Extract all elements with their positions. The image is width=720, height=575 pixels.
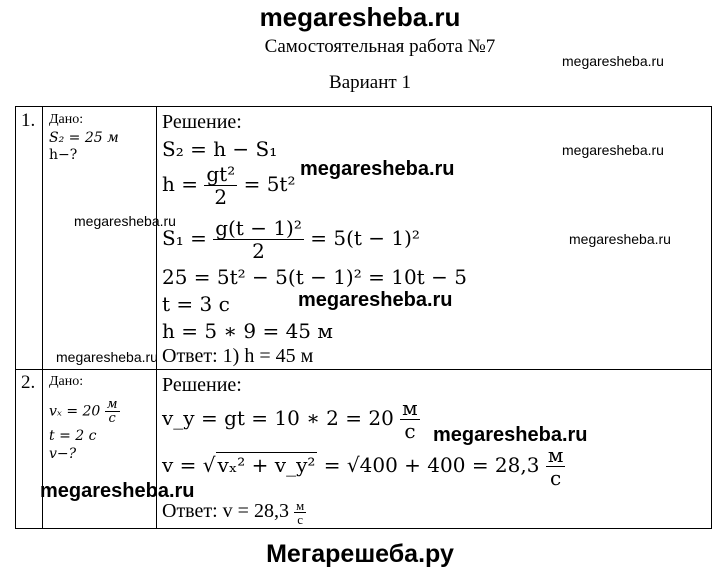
site-header: megaresheba.ru [259, 2, 461, 32]
equation: t = 3 с [162, 292, 230, 316]
watermark: megaresheba.ru [40, 480, 195, 502]
fraction [204, 163, 237, 208]
given-title: Дано: [49, 112, 84, 127]
column-divider [42, 107, 43, 528]
numerator: м [295, 498, 305, 513]
numerator: м [402, 396, 418, 420]
watermark: megaresheba.ru [569, 231, 671, 247]
equation [162, 444, 565, 489]
equation: S₂ = h − S₁ [162, 137, 278, 161]
row-divider [16, 369, 711, 370]
answer: Ответ: 1) h = 45 м [162, 345, 314, 367]
given-part: vₓ = 20 [49, 403, 105, 420]
problem-number: 1. [21, 110, 36, 131]
given-item: t = 2 с [49, 428, 97, 444]
equation-part: h = [162, 172, 205, 196]
given-item: h−? [49, 147, 78, 163]
denominator: с [108, 411, 116, 426]
watermark: megaresheba.ru [56, 349, 158, 365]
equation-part: v_y = gt = 10 ∗ 2 = 20 [162, 406, 401, 430]
equation-part: = 5t² [237, 172, 296, 196]
solution-title: Решение: [162, 374, 242, 396]
watermark: megaresheba.ru [74, 213, 176, 229]
equation-part: S₁ = [162, 226, 214, 250]
numerator: gt² [206, 162, 236, 186]
numerator: g(t − 1)² [215, 216, 302, 240]
equation [162, 217, 420, 262]
fraction [294, 499, 306, 526]
denominator: 2 [252, 239, 265, 263]
fraction [105, 398, 120, 425]
answer [162, 499, 306, 526]
equation-part: = 5(t − 1)² [303, 226, 420, 250]
watermark: megaresheba.ru [562, 53, 664, 69]
fraction [546, 444, 566, 489]
column-divider [156, 107, 157, 528]
denominator: с [550, 466, 562, 490]
watermark: megaresheba.ru [298, 289, 453, 311]
denominator: 2 [214, 185, 228, 209]
problem-number: 2. [21, 372, 36, 393]
denominator: с [297, 512, 303, 527]
given-item: S₂ = 25 м [49, 130, 119, 146]
answer-part: Ответ: v = 28,3 [162, 500, 294, 523]
given-item: v−? [49, 446, 77, 462]
equation [162, 397, 420, 442]
fraction [213, 217, 304, 262]
equation-part: = √400 + 400 = 28,3 [317, 453, 546, 477]
fraction [400, 397, 420, 442]
radicand: vₓ² + v_y² [217, 453, 316, 477]
equation-part: v = [162, 453, 203, 477]
equation [162, 163, 295, 208]
given-item [49, 398, 120, 425]
numerator: м [106, 397, 118, 412]
solution-title: Решение: [162, 111, 242, 133]
equation: h = 5 ∗ 9 = 45 м [162, 319, 333, 343]
watermark: megaresheba.ru [433, 424, 588, 446]
work-title: Самостоятельная работа №7 [264, 36, 496, 57]
watermark: megaresheba.ru [300, 158, 455, 180]
sqrt-sign: √ [202, 453, 216, 477]
watermark: megaresheba.ru [562, 142, 664, 158]
site-footer: Мегарешеба.ру [266, 540, 454, 568]
variant-title: Вариант 1 [329, 72, 411, 93]
denominator: с [404, 419, 416, 443]
numerator: м [547, 443, 564, 467]
equation: 25 = 5t² − 5(t − 1)² = 10t − 5 [162, 265, 467, 289]
given-title: Дано: [49, 374, 84, 389]
